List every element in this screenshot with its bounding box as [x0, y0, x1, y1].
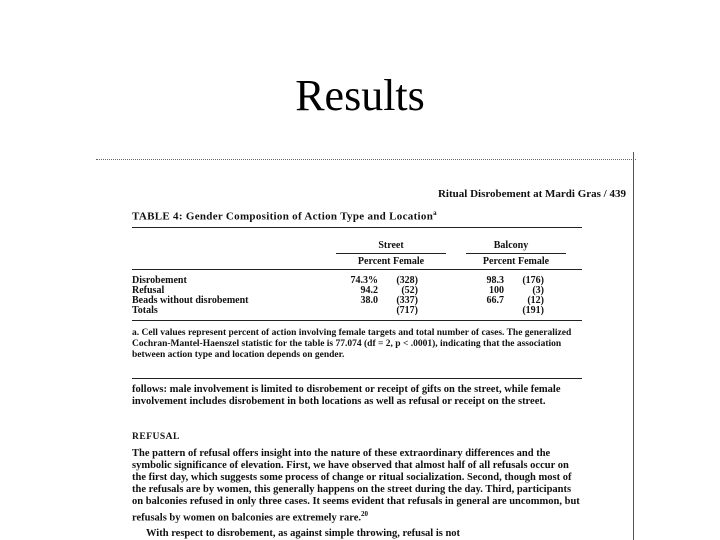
header-street-percent: Percent Female [357, 256, 425, 267]
cell-street-pct: 94.2 [360, 285, 378, 296]
table-top-rule [132, 227, 582, 228]
cell-balcony-n: (191) [522, 305, 544, 316]
street-header-rule [336, 253, 446, 254]
cell-street-pct: 74.3% [350, 275, 378, 286]
cell-balcony-n: (176) [522, 275, 544, 286]
slide-title: Results [295, 71, 425, 120]
cell-street-n: (328) [396, 275, 418, 286]
cell-balcony-pct: 98.3 [486, 275, 504, 286]
body-paragraph [132, 448, 582, 525]
table-row-label: Refusal [132, 285, 165, 296]
table-caption-text: TABLE 4: Gender Composition of Action Type and Location [132, 210, 434, 223]
balcony-header-rule [466, 253, 566, 254]
cell-balcony-pct: 66.7 [486, 295, 504, 306]
section-heading: REFUSAL [132, 432, 180, 442]
running-head: Ritual Disrobement at Mardi Gras / 439 [437, 188, 626, 200]
body-paragraph: With respect to disrobement, as against simple throwing, refusal is not [146, 528, 461, 539]
header-street: Street [378, 240, 404, 251]
table-row-label: Disrobement [132, 275, 187, 286]
cell-street-n: (337) [396, 295, 418, 306]
cell-balcony-pct: 100 [489, 285, 504, 296]
footnote-bottom-rule [132, 378, 582, 379]
page-top-edge [96, 159, 636, 160]
header-balcony-percent: Percent Female [482, 256, 550, 267]
cell-balcony-n: (12) [527, 295, 544, 306]
body-paragraph: follows: male involvement is limited to disrobement or receipt of gifts on the street, while female involvement includes disrobement in both locations as well as refusal or receipt on the street. [132, 384, 561, 407]
paragraph-text: The pattern of refusal offers insight into the nature of these extraordinary differences and the symbolic significance of elevation. First, we have observed that almost half of all refusals occur on the first day, which suggests some process of change or ritual socialization. Second, though most of the refusals are by women, this generally happens on the street during the day. Third, participants on balconies refused in only three cases. It seems evident that refusals in general are uncommon, but refusals by women on balconies are extremely rare. [132, 448, 580, 524]
cell-balcony-n: (3) [532, 285, 544, 296]
table-caption [132, 209, 437, 223]
table-caption-marker: a [433, 209, 437, 217]
cell-street-n: (52) [401, 285, 418, 296]
page-right-edge [633, 152, 634, 540]
table-bottom-rule [132, 320, 582, 321]
scanned-page [96, 152, 636, 540]
header-bottom-rule [132, 269, 582, 270]
cell-street-n: (717) [396, 305, 418, 316]
table-footnote: a. Cell values represent percent of action involving female targets and total number of cases. The generalized Cochran-Mantel-Haenszel statistic for the table is 77.074 (df = 2, p < .0001), indicating that the association between action type and location depends on gender. [132, 328, 572, 360]
cell-street-pct: 38.0 [360, 295, 378, 306]
header-balcony: Balcony [493, 240, 529, 251]
table-row-label: Beads without disrobement [132, 295, 249, 306]
table-row-label: Totals [132, 305, 158, 316]
footnote-ref: 20 [361, 510, 369, 518]
